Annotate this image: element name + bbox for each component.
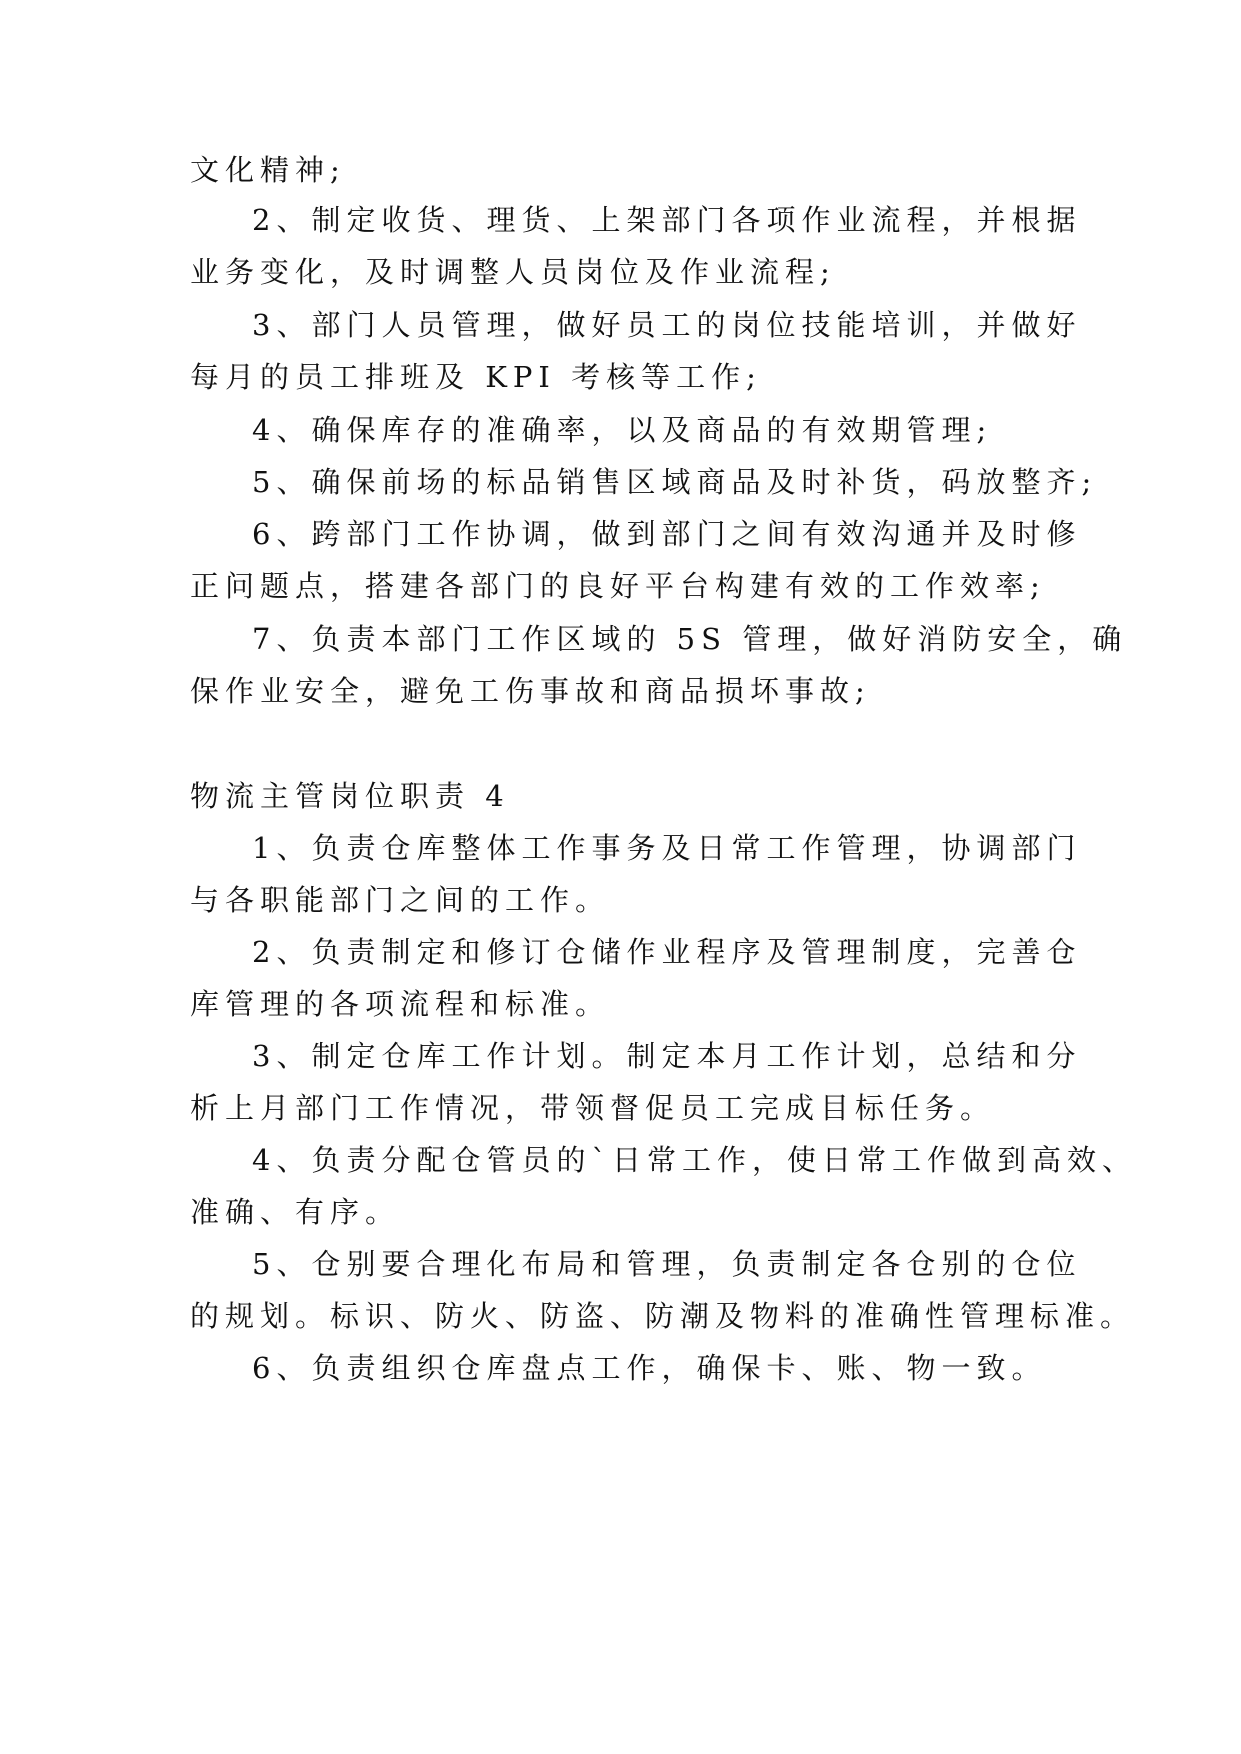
text-line: 5、确保前场的标品销售区域商品及时补货，码放整齐; [252, 465, 1098, 499]
text-line: 业务变化，及时调整人员岗位及作业流程; [190, 255, 836, 289]
text-line: 7、负责本部门工作区域的 5S 管理，做好消防安全，确 [252, 622, 1128, 656]
text-line: 5、仓别要合理化布局和管理，负责制定各仓别的仓位 [252, 1247, 1082, 1281]
text-line: 6、负责组织仓库盘点工作，确保卡、账、物一致。 [252, 1351, 1047, 1385]
text-line: 正问题点，搭建各部门的良好平台构建有效的工作效率; [190, 569, 1046, 603]
text-line: 1、负责仓库整体工作事务及日常工作管理，协调部门 [252, 831, 1082, 865]
text-line: 3、部门人员管理，做好员工的岗位技能培训，并做好 [252, 308, 1082, 342]
text-line: 的规划。标识、防火、防盗、防潮及物料的准确性管理标准。 [190, 1299, 1136, 1333]
text-line: 3、制定仓库工作计划。制定本月工作计划，总结和分 [252, 1039, 1082, 1073]
text-line: 析上月部门工作情况，带领督促员工完成目标任务。 [190, 1091, 996, 1125]
text-line: 2、制定收货、理货、上架部门各项作业流程，并根据 [252, 203, 1082, 237]
text-line: 2、负责制定和修订仓储作业程序及管理制度，完善仓 [252, 935, 1082, 969]
text-line: 与各职能部门之间的工作。 [190, 883, 611, 917]
text-line: 4、负责分配仓管员的`日常工作，使日常工作做到高效、 [252, 1143, 1137, 1177]
text-line: 保作业安全，避免工伤事故和商品损坏事故; [190, 674, 871, 708]
text-line: 库管理的各项流程和标准。 [190, 987, 611, 1021]
text-line: 准确、有序。 [190, 1195, 401, 1229]
section-heading: 物流主管岗位职责 4 [190, 779, 510, 813]
text-line: 每月的员工排班及 KPI 考核等工作; [190, 360, 762, 394]
text-line: 6、跨部门工作协调，做到部门之间有效沟通并及时修 [252, 517, 1082, 551]
text-line: 4、确保库存的准确率，以及商品的有效期管理; [252, 413, 993, 447]
text-line: 文化精神; [190, 153, 346, 187]
